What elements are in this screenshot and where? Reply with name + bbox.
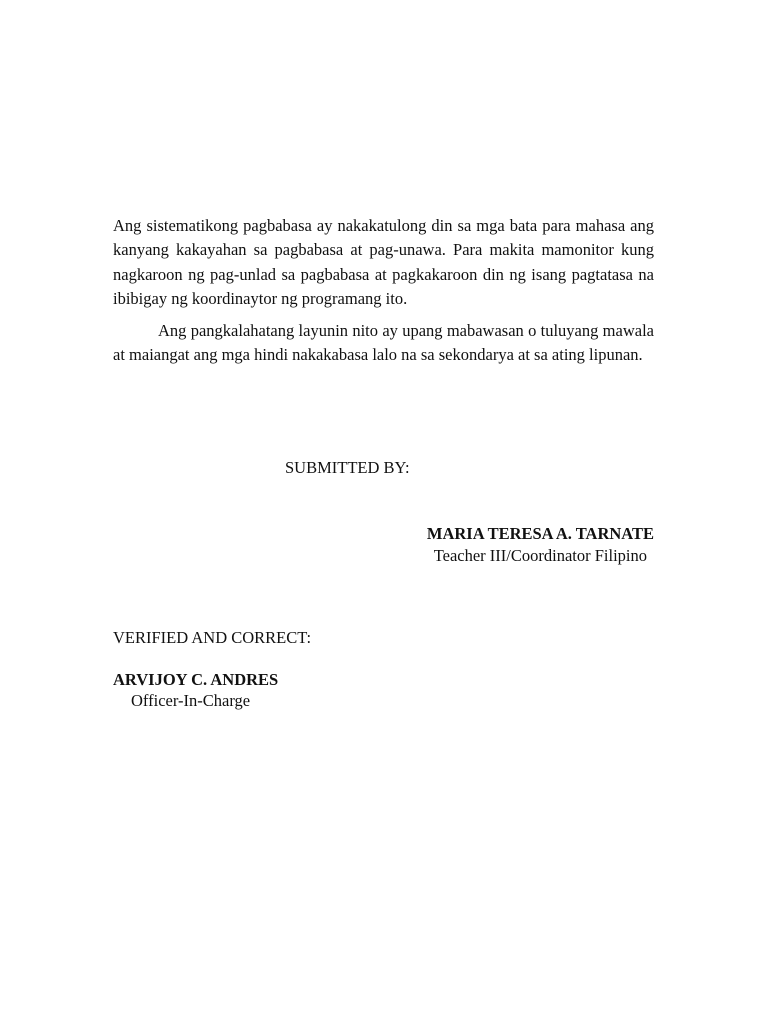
body-text [113,214,654,367]
submitter-signature-block [427,523,654,567]
verifier-name: ARVIJOY C. ANDRES [113,670,279,689]
paragraph-2: Ang pangkalahatang layunin nito ay upang mabawasan o tuluyang mawala at maiangat ang mga hindi nakakabasa lalo na sa sekondarya at sa ating lipunan. [113,320,654,365]
verified-and-correct-label: VERIFIED AND CORRECT: [113,628,312,647]
verifier-signature-block [113,669,278,711]
submitter-role: Teacher III/Coordinator Filipino [433,546,647,565]
verifier-role: Officer-In-Charge [131,691,251,710]
submitter-name: MARIA TERESA A. TARNATE [426,524,654,543]
paragraph-1: Ang sistematikong pagbabasa ay nakakatulong din sa mga bata para mahasa ang kanyang kakayahan sa pagbabasa at pag-unawa. Para makita mamonitor kung nagkaroon ng pag-unlad sa pagbabasa at pagkakaroon din ng isang pagtatasa na ibibigay ng koordinaytor ng programang ito. [113,216,654,309]
submitted-by-label: SUBMITTED BY: [285,458,410,477]
